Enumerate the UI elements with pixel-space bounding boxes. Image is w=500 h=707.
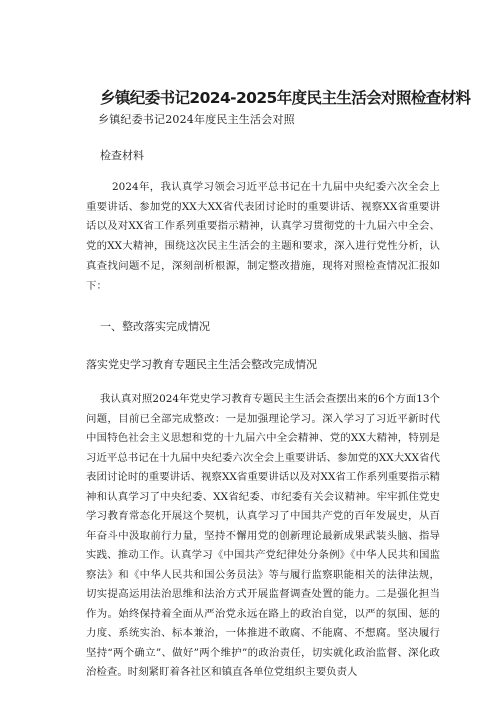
section-body-paragraph <box>86 390 440 683</box>
intro-text: 2024年，我认真学习领会习近平总书记在十九届中央纪委六次全会上重要讲话、参加党的XX大XX省代表团讨论时的重要讲话、视察XX省重要讲话以及对XX省工作系列重要指示精神，认真学习贯彻党的十九届六中全会、党的XX大精神，围绕这次民主生活会的主题和要求，深入进行党性分析，认真查找问题不足，深刻剖析根源，制定整改措施，现将对照检查情况汇报如下： <box>86 181 440 292</box>
section-heading: 一、整改落实完成情况 <box>100 320 210 334</box>
section-body-text: 我认真对照2024年党史学习教育专题民主生活会查摆出来的6个方面13个问题，目前已全部完成整改：一是加强理论学习。深入学习了习近平新时代中国特色社会主义思想和党的十九届六中全会精神、党的XX大精神，特别是习近平总书记在十九届中央纪委六次全会上重要讲话、参加党的XX大XX省代表团讨论时的重要讲话、视察XX省重要讲话以及对XX省工作系列重要指示精神和认真学习了中央纪委、XX省纪委、市纪委有关会议精神。牢牢抓住党史学习教育常态化开展这个契机，认真学习了中国共产党的百年发展史，从百年奋斗中汲取前行力量，坚持不懈用党的创新理论最新成果武装头脑、指导实践、推动工作。认真学习《中国共产党纪律处分条例》《中华人民共和国监察法》和《中华人民共和国公务员法》等与履行监察职能相关的法律法规，切实提高运用法治思维和法治方式开展监督调查处置的能力。二是强化担当作为。始终保持着全面从严治党永远在路上的政治自觉，以严的氛围、惩的力度、系统实治、标本兼治，一体推进不敢腐、不能腐、不想腐。坚决履行坚持“两个确立”、做好”两个维护”的政治责任，切实就化政治监督、深化政治检查。时刻紧盯着各社区和镇直各单位党组织主要负责人 <box>86 393 440 679</box>
section-subheading: 落实党史学习教育专题民主生活会整改完成情况 <box>86 358 317 372</box>
document-title: 乡镇纪委书记2024-2025年度民主生活会对照检查材料 <box>100 89 471 107</box>
document-subtitle: 乡镇纪委书记2024年度民主生活会对照 <box>98 113 295 126</box>
intro-paragraph <box>86 178 440 296</box>
document-label: 检查材料 <box>100 149 144 162</box>
